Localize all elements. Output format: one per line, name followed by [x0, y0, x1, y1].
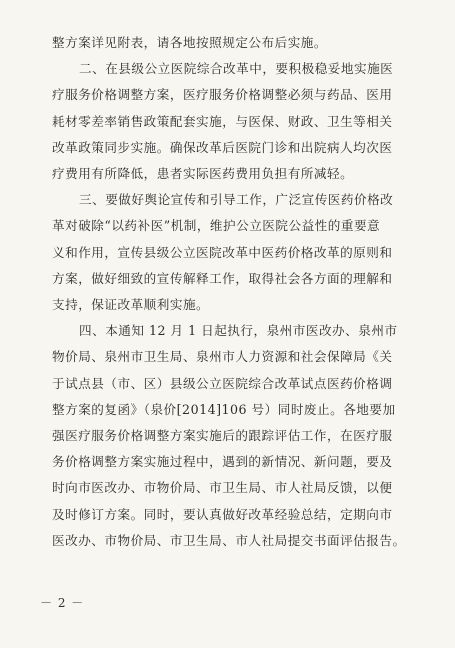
paragraph-line: 强医疗服务价格调整方案实施后的跟踪评估工作，在医疗服 — [52, 428, 393, 444]
paragraph-line: 革对破除“以药补医”机制，维护公立医院公益性的重要意 — [52, 218, 381, 234]
paragraph-line: 二、在县级公立医院综合改革中，要积极稳妥地实施医 — [79, 61, 394, 77]
paragraph-line: 改革政策同步实施。确保改革后医院门诊和出院病人均次医 — [52, 139, 393, 155]
paragraph-line: 耗材零差率销售政策配套实施，与医保、财政、卫生等相关 — [52, 113, 393, 129]
document-body — [52, 30, 420, 554]
paragraph-line: 时向市医改办、市物价局、市卫生局、市人社局反馈，以便 — [52, 480, 393, 496]
paragraph-line: 三、要做好舆论宣传和引导工作，广泛宣传医药价格改 — [79, 192, 394, 208]
paragraph-line: 疗费用有所降低，患者实际医药费用负担有所减轻。 — [52, 166, 354, 182]
paragraph-line: 整方案的复函》（泉价[2014]106 号）同时废止。各地要加 — [52, 401, 396, 417]
paragraph-line: 务价格调整方案实施过程中，遇到的新情况、新问题，要及 — [52, 454, 393, 470]
paragraph-line: 整方案详见附表，请各地按照规定公布后实施。 — [52, 35, 327, 50]
paragraph-line: 四、本通知 12 月 1 日起执行，泉州市医改办、泉州市 — [79, 323, 398, 339]
paragraph-line: 于试点县（市、区）县级公立医院综合改革试点医药价格调 — [52, 375, 393, 391]
paragraph-line: 物价局、泉州市卫生局、泉州市人力资源和社会保障局《关 — [52, 349, 393, 365]
page-number: － 2 － — [40, 596, 85, 610]
paragraph-line: 及时修订方案。同时，要认真做好改革经验总结，定期向市 — [52, 506, 393, 522]
paragraph-line: 疗服务价格调整方案，医疗服务价格调整必须与药品、医用 — [52, 87, 393, 103]
paragraph-line: 义和作用，宣传县级公立医院改革中医药价格改革的原则和 — [52, 244, 393, 260]
paragraph-line: 支持，保证改革顺利实施。 — [52, 297, 210, 313]
paragraph-line: 医改办、市物价局、市卫生局、市人社局提交书面评估报告。 — [52, 532, 406, 548]
paragraph-line: 方案，做好细致的宣传解释工作，取得社会各方面的理解和 — [52, 270, 393, 286]
